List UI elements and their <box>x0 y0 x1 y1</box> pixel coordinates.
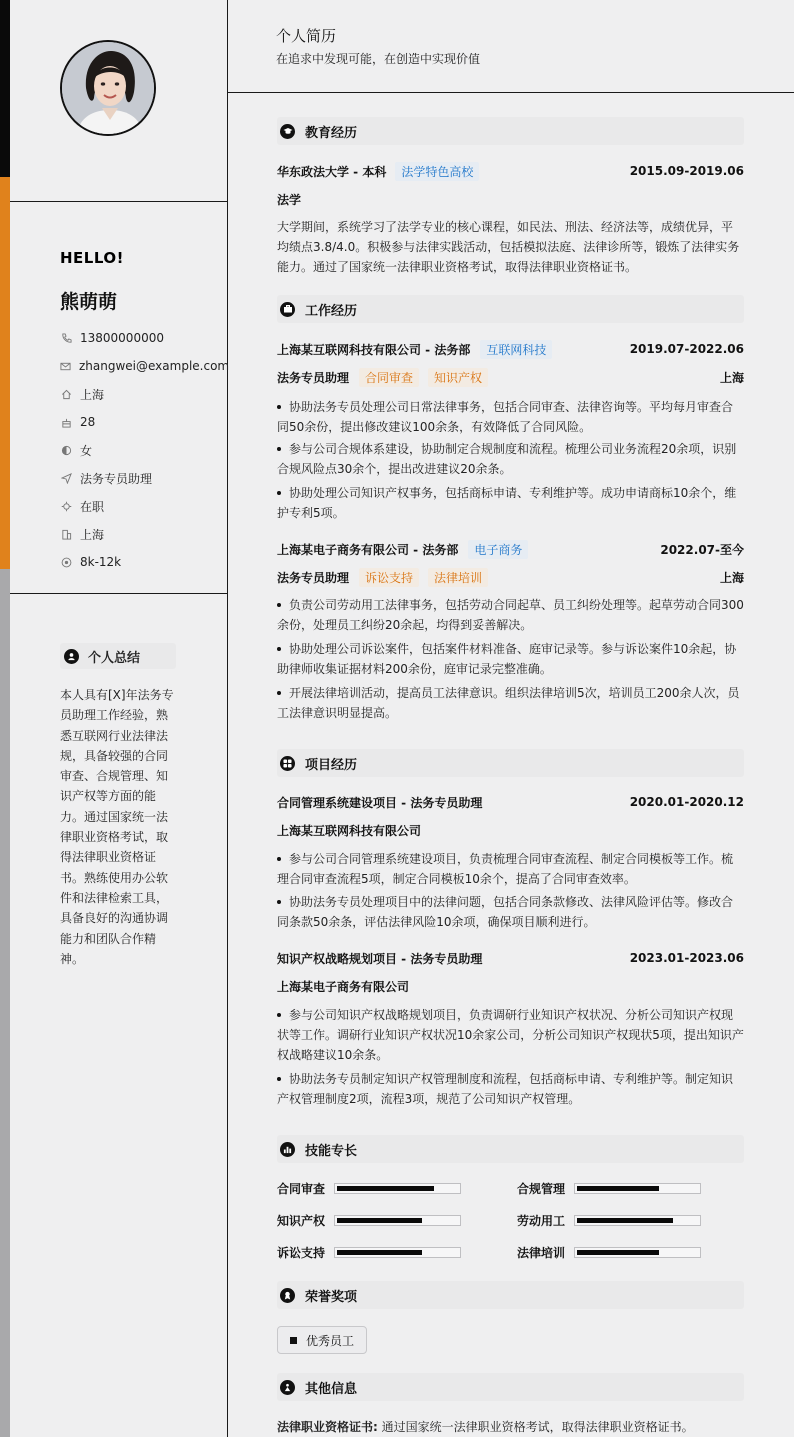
page-subtitle: 在追求中发现可能，在创造中实现价值 <box>276 52 481 66</box>
skill-bar-fill <box>337 1186 434 1191</box>
job-period: 2022.07-至今 <box>660 542 744 557</box>
skill-name: 诉讼支持 <box>277 1245 326 1260</box>
bullet-text: 参与公司合规体系建设，协助制定合规制度和流程。梳理公司业务流程20余项，识别合规风险点30余个，提出改进建议20余条。 <box>277 442 737 476</box>
info-value: 女 <box>80 443 93 458</box>
grid-icon <box>280 756 295 771</box>
bullet-dot <box>277 491 281 495</box>
other-title: 其他信息 <box>305 1381 358 1397</box>
skill-name: 合规管理 <box>517 1181 566 1196</box>
project-name: 合同管理系统建设项目 - 法务专员助理 <box>277 795 483 810</box>
other-label: 法律职业资格证书: <box>277 1420 378 1434</box>
education-period: 2015.09-2019.06 <box>629 164 744 178</box>
education-heading <box>277 117 744 145</box>
summary-heading <box>60 643 176 669</box>
bullet-text: 负责公司劳动用工法律事务，包括劳动合同起草、员工纠纷处理等。起草劳动合同300余份，处理员工纠纷20余起，均得到妥善解决。 <box>277 598 744 632</box>
education-school-row <box>277 161 744 181</box>
skills-title: 技能专长 <box>305 1143 358 1159</box>
skill-name: 劳动用工 <box>517 1213 566 1228</box>
bullet-text: 协助法务专员制定知识产权管理制度和流程，包括商标申请、专利维护等。制定知识产权管理制度2项，流程3项，规范了公司知识产权管理。 <box>277 1072 734 1106</box>
page-header <box>228 0 794 93</box>
work-title: 工作经历 <box>305 303 358 319</box>
education-major-row <box>277 189 744 209</box>
info-value: 8k-12k <box>80 555 122 569</box>
skill-bar-fill <box>577 1186 659 1191</box>
school-tag: 法学特色高校 <box>395 162 479 181</box>
bullet-dot <box>277 647 281 651</box>
info-value: zhangwei@example.com <box>79 359 230 373</box>
job-city: 上海 <box>719 370 744 385</box>
send-icon <box>60 472 72 484</box>
summary-title: 个人总结 <box>88 650 141 666</box>
honor-badge <box>277 1326 367 1354</box>
project-period: 2023.01-2023.06 <box>629 951 744 965</box>
info-icon <box>280 1380 295 1395</box>
project-period: 2020.01-2020.12 <box>629 795 744 809</box>
info-value: 28 <box>80 415 96 429</box>
skill-bar <box>334 1183 461 1194</box>
bullet-dot <box>277 691 281 695</box>
job-industry-tag: 电子商务 <box>468 540 528 559</box>
job-bullet <box>277 483 744 523</box>
project-name-row <box>277 948 744 968</box>
project-company: 上海某电子商务有限公司 <box>277 979 410 994</box>
school-name: 华东政法大学 - 本科 <box>277 164 387 179</box>
project-name-row <box>277 792 744 812</box>
info-city <box>60 520 225 548</box>
honors-heading <box>277 1281 744 1309</box>
contact-info-list <box>60 324 230 576</box>
honors-title: 荣誉奖项 <box>305 1289 358 1305</box>
other-heading <box>277 1373 744 1401</box>
info-value: 上海 <box>80 387 105 402</box>
bullet-text: 协助处理公司诉讼案件，包括案件材料准备、庭审记录等。参与诉讼案件10余起，协助律师收集证据材料200余份，庭审记录完整准确。 <box>277 642 737 676</box>
job-city: 上海 <box>719 570 744 585</box>
other-value: 通过国家统一法律职业资格考试，取得法律职业资格证书。 <box>381 1420 694 1434</box>
bullet-dot <box>277 1013 281 1017</box>
project-company-row <box>277 820 744 840</box>
page-title: 个人简历 <box>276 27 337 45</box>
project-bullet <box>277 1005 744 1065</box>
info-salary <box>60 548 225 576</box>
sidebar-divider <box>10 201 228 202</box>
avatar-illustration <box>62 42 156 136</box>
bar-chart-icon <box>280 1142 295 1157</box>
project-company-row <box>277 976 744 996</box>
job-bullet <box>277 639 744 679</box>
job-company-row <box>277 539 744 559</box>
education-major: 法学 <box>277 192 302 207</box>
skill-bar <box>574 1183 701 1194</box>
job-period: 2019.07-2022.06 <box>629 342 744 356</box>
job-company: 上海某互联网科技有限公司 - 法务部 <box>277 342 471 357</box>
education-description: 大学期间，系统学习了法学专业的核心课程，如民法、刑法、经济法等，成绩优异，平均绩点3.8/4.0。积极参与法律实践活动，包括模拟法庭、法律诊所等，锻炼了法律实务能力。通过了国家统一法律职业资格考试，取得法律职业资格证书。 <box>277 220 740 274</box>
skill-name: 合同审查 <box>277 1181 326 1196</box>
job-bullet <box>277 595 744 635</box>
summary-text: 本人具有[X]年法务专员助理工作经验，熟悉互联网行业法律法规，具备较强的合同审查、合规管理、知识产权等方面的能力。通过国家统一法律职业资格考试，取得法律职业资格证书。熟练使用办公软件和法律检索工具，具备良好的沟通协调能力和团队合作精神。 <box>60 688 174 966</box>
education-title: 教育经历 <box>305 125 358 141</box>
skill-bar <box>574 1215 701 1226</box>
building-icon <box>60 528 72 540</box>
bullet-dot <box>277 1077 281 1081</box>
job-bullet <box>277 683 744 723</box>
info-location <box>60 380 225 408</box>
job-bullet <box>277 397 744 437</box>
home-icon <box>60 388 72 400</box>
project-company: 上海某互联网科技有限公司 <box>277 823 422 838</box>
info-gender <box>60 436 225 464</box>
graduation-cap-icon <box>280 124 295 139</box>
work-heading <box>277 295 744 323</box>
skill-bar <box>334 1215 461 1226</box>
status-icon <box>60 500 72 512</box>
info-email <box>60 352 230 380</box>
phone-icon <box>60 332 72 344</box>
job-skill-tag: 法律培训 <box>428 568 488 587</box>
bullet-text: 协助法务专员处理公司日常法律事务，包括合同审查、法律咨询等。平均每月审查合同50余份，提出修改建议100余条，有效降低了合同风险。 <box>277 400 734 434</box>
info-age <box>60 408 225 436</box>
square-icon <box>290 1337 297 1344</box>
job-bullet <box>277 439 744 479</box>
job-company: 上海某电子商务有限公司 - 法务部 <box>277 542 459 557</box>
avatar <box>60 40 156 136</box>
sidebar-divider <box>10 593 228 594</box>
job-role: 法务专员助理 <box>277 570 350 585</box>
bullet-dot <box>277 857 281 861</box>
money-icon <box>60 556 72 568</box>
info-position <box>60 464 225 492</box>
bullet-text: 开展法律培训活动，提高员工法律意识。组织法律培训5次，培训员工200余人次，员工法律意识明显提高。 <box>277 686 740 720</box>
job-skill-tag: 诉讼支持 <box>359 568 419 587</box>
strip-orange <box>0 177 10 569</box>
info-value: 13800000000 <box>80 331 164 345</box>
other-info-line <box>277 1417 744 1437</box>
honor-label: 优秀员工 <box>306 1333 355 1348</box>
skill-name: 知识产权 <box>277 1213 326 1228</box>
strip-gray <box>0 569 10 1437</box>
profile-name: 熊萌萌 <box>60 291 118 313</box>
color-strip <box>0 0 10 1437</box>
skill-bar-fill <box>577 1250 659 1255</box>
info-phone <box>60 324 225 352</box>
skill-bar-fill <box>337 1218 422 1223</box>
project-bullet <box>277 1069 744 1109</box>
bullet-dot <box>277 405 281 409</box>
gender-icon <box>60 444 72 456</box>
project-bullet <box>277 892 744 932</box>
project-name: 知识产权战略规划项目 - 法务专员助理 <box>277 951 483 966</box>
skill-bar <box>574 1247 701 1258</box>
projects-heading <box>277 749 744 777</box>
projects-title: 项目经历 <box>305 757 358 773</box>
user-icon <box>64 649 79 664</box>
job-skill-tag: 合同审查 <box>359 368 419 387</box>
skills-heading <box>277 1135 744 1163</box>
info-status <box>60 492 225 520</box>
award-icon <box>280 1288 295 1303</box>
strip-black <box>0 0 10 177</box>
bullet-text: 参与公司知识产权战略规划项目，负责调研行业知识产权状况、分析公司知识产权现状等工作。调研行业知识产权状况10余家公司，分析公司知识产权现状5项，提出知识产权战略建议10余条。 <box>277 1008 744 1062</box>
skill-bar-fill <box>577 1218 673 1223</box>
job-industry-tag: 互联网科技 <box>480 340 552 359</box>
bullet-dot <box>277 603 281 607</box>
cake-icon <box>60 416 72 428</box>
skill-bar <box>334 1247 461 1258</box>
briefcase-icon <box>280 302 295 317</box>
info-value: 在职 <box>80 499 105 514</box>
bullet-text: 协助处理公司知识产权事务，包括商标申请、专利维护等。成功申请商标10余个，维护专利5项。 <box>277 486 737 520</box>
job-role-row <box>277 367 744 387</box>
info-value: 上海 <box>80 527 105 542</box>
job-skill-tag: 知识产权 <box>428 368 488 387</box>
bullet-dot <box>277 447 281 451</box>
project-bullet <box>277 849 744 889</box>
job-role: 法务专员助理 <box>277 370 350 385</box>
bullet-text: 参与公司合同管理系统建设项目，负责梳理合同审查流程、制定合同模板等工作。梳理合同审查流程5项，制定合同模板10余个，提高了合同审查效率。 <box>277 852 734 886</box>
bullet-text: 协助法务专员处理项目中的法律问题，包括合同条款修改、法律风险评估等。修改合同条款50余条，评估法律风险10余项，确保项目顺利进行。 <box>277 895 734 929</box>
info-value: 法务专员助理 <box>80 471 153 486</box>
mail-icon <box>60 360 71 372</box>
job-role-row <box>277 567 744 587</box>
job-company-row <box>277 339 744 359</box>
bullet-dot <box>277 900 281 904</box>
greeting: HELLO! <box>60 249 124 267</box>
skill-bar-fill <box>337 1250 422 1255</box>
skill-name: 法律培训 <box>517 1245 566 1260</box>
